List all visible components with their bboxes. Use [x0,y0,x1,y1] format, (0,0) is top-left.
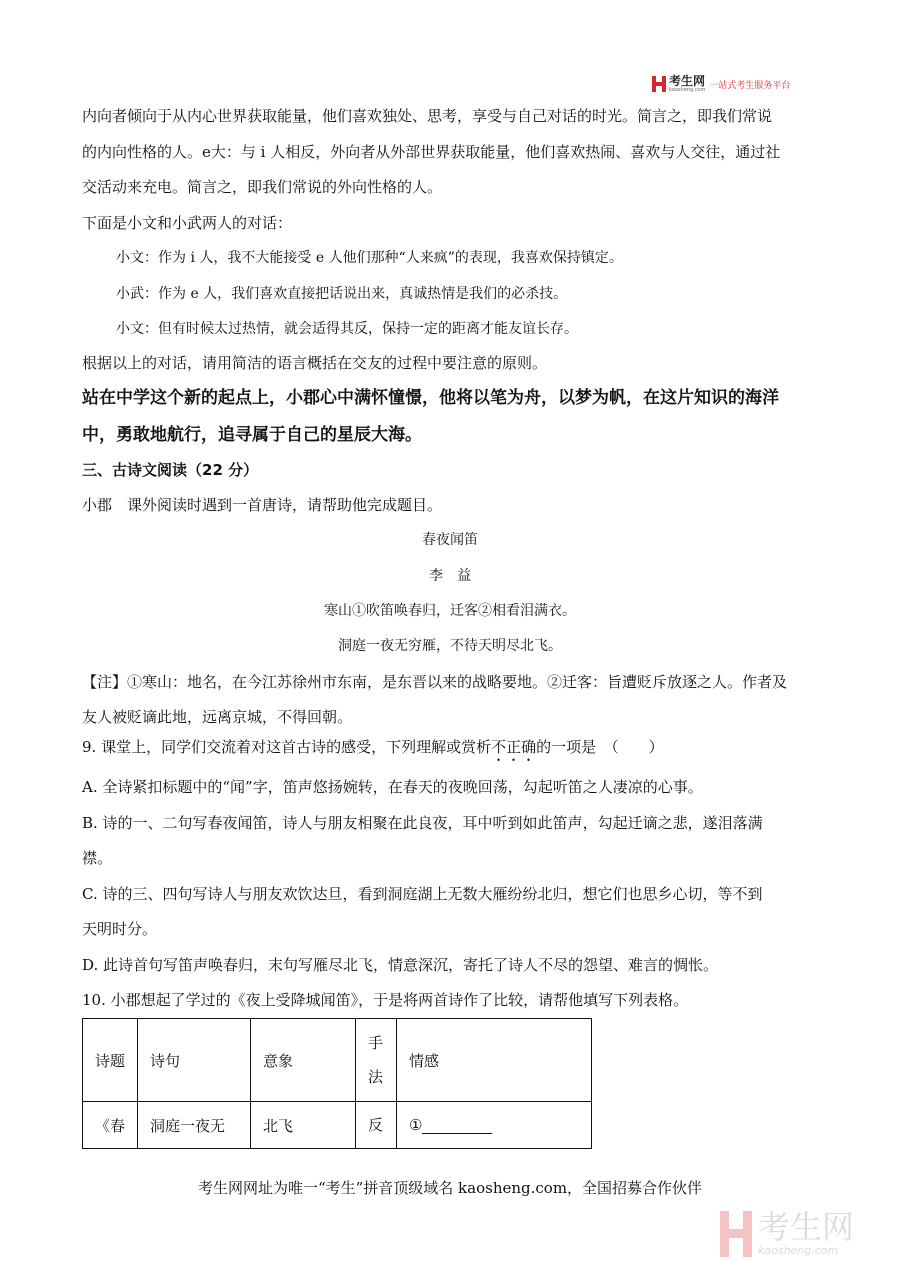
table-header-cell: 诗题 [83,1019,138,1102]
logo-icon [652,76,666,92]
poem-line: 寒山①吹笛唤春归，迁客②相看泪满衣。 [324,603,576,619]
poem-intro: 小郡 课外阅读时遇到一首唐诗，请帮助他完成题目。 [82,496,443,514]
q9-option-b-cont: 襟。 [82,849,113,867]
bold-paragraph-line: 站在中学这个新的起点上，小郡心中满怀憧憬，他将以笔为舟，以梦为帆，在这片知识的海洋 [82,388,779,408]
poem-line: 洞庭一夜无穷雁，不待天明尽北飞。 [338,638,562,654]
table-header-cell: 意象 [251,1019,356,1102]
dialogue-line: 小文：但有时候太过热情，就会适得其反，保持一定的距离才能友谊长存。 [116,321,578,337]
q9-option-c-cont: 天明时分。 [82,920,158,938]
watermark-logo [720,1210,854,1257]
q9-option-a: A. 全诗紧扣标题中的“闻”字，笛声悠扬婉转，在春天的夜晚回荡，勾起听笛之人凄凉的心事。 [82,778,703,796]
note-line: 【注】①寒山：地名，在今江苏徐州市东南，是东晋以来的战略要地。②迁客：旨遭贬斥放逐之人。作者及 [82,673,788,691]
q10-stem: 10. 小郡想起了学过的《夜上受降城闻笛》，于是将两首诗作了比较，请帮他填写下列表格。 [82,991,689,1009]
answer-blank-cell[interactable]: ① [397,1102,592,1149]
table-header-cell: 情感 [397,1019,592,1102]
note-line: 友人被贬谪此地，远离京城，不得回朝。 [82,708,353,726]
logo-name: 考生网 [669,74,706,88]
emphasis-text: 不正确 [491,738,537,756]
table-row [83,1102,592,1149]
comparison-table [82,1018,592,1149]
q9-option-d: D. 此诗首句写笛声唤春归，末句写雁尽北飞，情意深沉，寄托了诗人不尽的怨望、难言的惆怅。 [82,956,719,974]
poem-title: 春夜闻笛 [422,532,478,548]
table-cell: 北飞 [251,1102,356,1149]
dialogue-line: 小武：作为 e 人，我们喜欢直接把话说出来，真诚热情是我们的必杀技。 [116,286,568,302]
table-header-cell: 手法 [356,1019,397,1102]
poem-author: 李 益 [429,568,471,584]
q9-option-c: C. 诗的三、四句写诗人与朋友欢饮达旦，看到洞庭湖上无数大雁纷纷北归，想它们也思乡心切，等不到 [82,885,763,903]
intro-line: 的内向性格的人。e大：与 i 人相反，外向者从外部世界获取能量，他们喜欢热闹、喜欢与人交往，通过社 [82,143,781,161]
intro-line: 内向者倾向于从内心世界获取能量，他们喜欢独处、思考，享受与自己对话的时光。简言之，即我们常说 [82,107,773,125]
watermark-domain: kaosheng.com [758,1244,839,1257]
dialogue-line: 小文：作为 i 人，我不大能接受 e 人他们那种“人来疯”的表现，我喜欢保持镇定。 [116,250,623,266]
question-prompt: 根据以上的对话，请用简洁的语言概括在交友的过程中要注意的原则。 [82,354,548,372]
table-header-row [83,1019,592,1102]
q9-option-b: B. 诗的一、二句写春夜闻笛，诗人与朋友相聚在此良夜，耳中听到如此笛声，勾起迁谪之悲，遂泪落满 [82,814,763,832]
watermark-icon [720,1211,752,1257]
watermark-name: 考生网 [758,1208,855,1246]
q9-stem: 9. 课堂上，同学们交流着对这首古诗的感受，下列理解或赏析不正确的一项是 （ ） [82,738,664,756]
intro-line: 交活动来充电。简言之，即我们常说的外向性格的人。 [82,178,443,196]
logo-domain: kaosheng.com [669,87,706,93]
site-logo [652,74,790,94]
logo-slogan: 一站式考生服务平台 [709,80,791,91]
answer-blank[interactable] [422,1117,492,1134]
table-cell: 《春 [83,1102,138,1149]
table-header-cell: 诗句 [138,1019,251,1102]
section-title: 三、古诗文阅读（22 分） [82,461,259,479]
page-footer: 考生网网址为唯一“考生”拼音顶级域名 kaosheng.com，全国招募合作伙伴 [197,1179,703,1197]
table-cell: 反 [356,1102,397,1149]
bold-paragraph-line: 中，勇敢地航行，追寻属于自己的星辰大海。 [82,425,422,445]
intro-line: 下面是小文和小武两人的对话： [82,214,293,232]
table-cell: 洞庭一夜无 [138,1102,251,1149]
